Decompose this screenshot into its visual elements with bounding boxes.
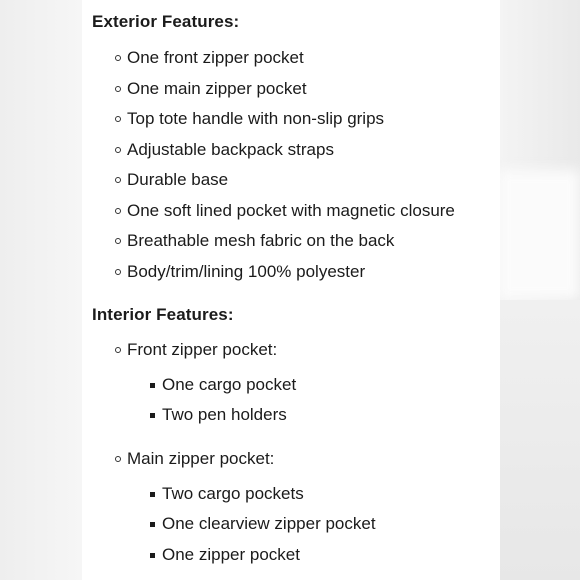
- list-item-label: Breathable mesh fabric on the back: [127, 231, 395, 250]
- square-bullet-icon: [150, 413, 155, 418]
- list-item: [127, 170, 228, 190]
- list-item-label: Top tote handle with non-slip grips: [127, 109, 385, 128]
- list-item-label: Adjustable backpack straps: [127, 140, 334, 159]
- list-item: [162, 514, 376, 534]
- circle-bullet-icon: [115, 55, 121, 61]
- list-item-label: Two cargo pockets: [162, 484, 304, 503]
- list-item: [127, 201, 455, 221]
- circle-bullet-icon: [115, 456, 121, 462]
- list-item-label: One soft lined pocket with magnetic closure: [127, 201, 455, 220]
- list-item-label: One cargo pocket: [162, 375, 297, 394]
- list-item: [127, 140, 334, 160]
- list-item: [127, 340, 277, 360]
- square-bullet-icon: [150, 383, 155, 388]
- circle-bullet-icon: [115, 116, 121, 122]
- square-bullet-icon: [150, 492, 155, 497]
- list-item-label: One zipper pocket: [162, 545, 300, 564]
- list-item: [127, 231, 394, 251]
- list-item: [127, 48, 304, 68]
- list-item-label: Main zipper pocket:: [127, 449, 275, 468]
- list-item-label: Two pen holders: [162, 405, 287, 424]
- list-item: [162, 375, 296, 395]
- square-bullet-icon: [150, 522, 155, 527]
- list-item: [162, 484, 304, 504]
- interior-features-heading: Interior Features:: [92, 305, 234, 324]
- exterior-features-heading: Exterior Features:: [92, 12, 240, 31]
- background-left-panel: [0, 0, 82, 580]
- list-item: [127, 79, 307, 99]
- list-item: [127, 449, 274, 469]
- circle-bullet-icon: [115, 86, 121, 92]
- square-bullet-icon: [150, 553, 155, 558]
- circle-bullet-icon: [115, 269, 121, 275]
- list-item: [162, 545, 300, 565]
- background-highlight: [498, 170, 580, 300]
- list-item-label: Durable base: [127, 170, 229, 189]
- list-item-label: One front zipper pocket: [127, 48, 304, 67]
- list-item: [162, 405, 287, 425]
- list-item: [127, 262, 365, 282]
- list-item: [127, 109, 384, 129]
- list-item-label: One main zipper pocket: [127, 79, 307, 98]
- circle-bullet-icon: [115, 208, 121, 214]
- circle-bullet-icon: [115, 238, 121, 244]
- list-item-label: One clearview zipper pocket: [162, 514, 376, 533]
- product-features-card: [82, 0, 500, 580]
- circle-bullet-icon: [115, 147, 121, 153]
- circle-bullet-icon: [115, 347, 121, 353]
- background-right-lower-panel: [498, 300, 580, 580]
- list-item-label: Body/trim/lining 100% polyester: [127, 262, 366, 281]
- circle-bullet-icon: [115, 177, 121, 183]
- list-item-label: Front zipper pocket:: [127, 340, 278, 359]
